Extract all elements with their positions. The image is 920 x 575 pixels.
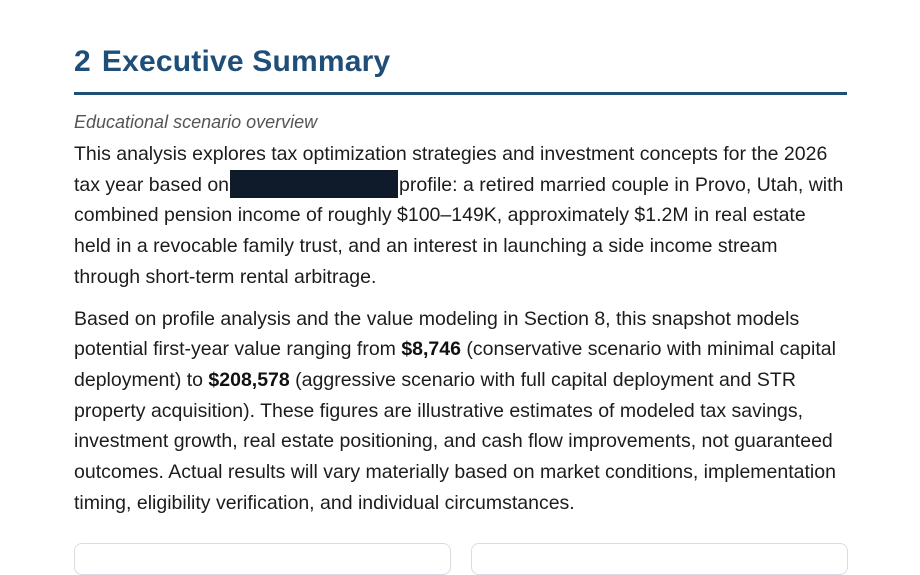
section-title: Executive Summary (101, 45, 391, 78)
summary-card-left (74, 543, 451, 575)
high-value-figure: $208,578 (208, 368, 290, 391)
section-number: 2 (74, 45, 91, 78)
paragraph-2-text-part2: (conservative scenario with minimal capital deployment) to (74, 338, 836, 391)
paragraph-1-text-end: profile: a retired married couple in Provo, Utah, with combined pension income of roughly $100–149K, approximately $1.2M in real estate held in a revocable family trust, and an interest in launching a side income stream through short-term rental arbitrage. (74, 173, 844, 288)
summary-cards-row (74, 543, 847, 563)
summary-paragraph-2 (74, 304, 847, 519)
document-page (74, 0, 847, 518)
heading-divider (74, 92, 847, 95)
section-subtitle: Educational scenario overview (74, 112, 318, 132)
paragraph-2-text-part3: (aggressive scenario with full capital deployment and STR property acquisition). These figures are illustrative estimates of modeled tax savings, investment growth, real estate positioning, and cash flow improvements, not guaranteed outcomes. Actual results will vary materially based on market conditions, implementation timing, eligibility verification, and individual circumstances. (74, 368, 836, 514)
paragraph-1-text-start: This analysis explores tax optimization strategies and investment concepts for the 2026 tax year based on (74, 143, 828, 196)
section-heading (74, 0, 847, 84)
redaction-block (230, 170, 398, 198)
low-value-figure: $8,746 (401, 338, 461, 361)
summary-paragraph-1 (74, 139, 847, 293)
summary-card-right (471, 543, 848, 575)
paragraph-2-text-part1: Based on profile analysis and the value modeling in Section 8, this snapshot models potential first-year value ranging from (74, 307, 800, 361)
